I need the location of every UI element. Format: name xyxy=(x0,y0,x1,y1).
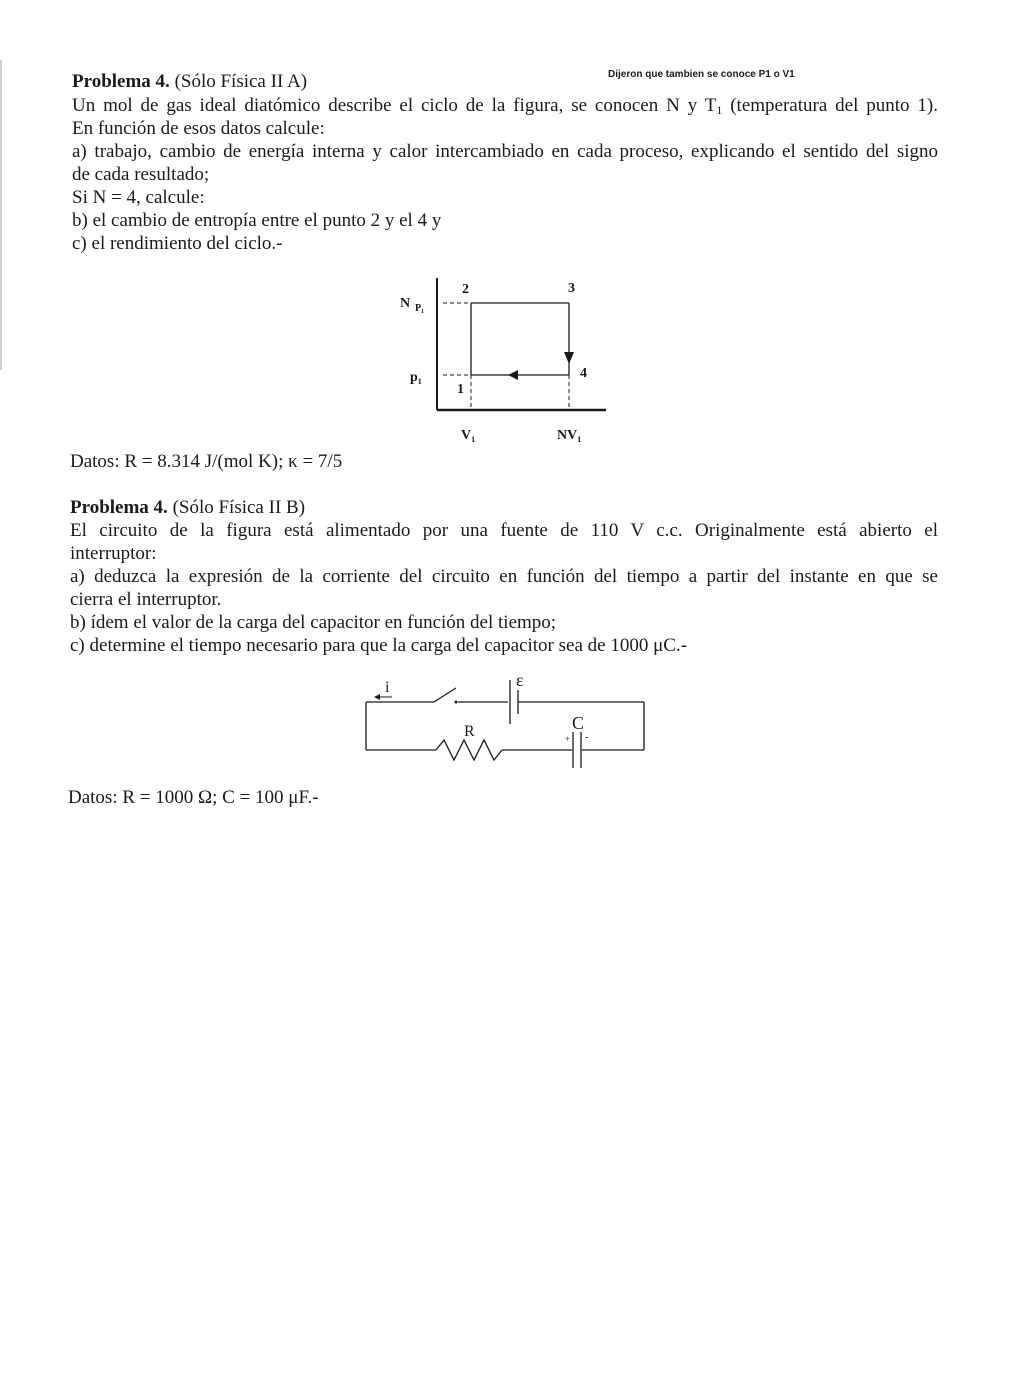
problem-a-line-2: En función de esos datos calcule: xyxy=(72,118,325,139)
arrow-down-icon xyxy=(564,352,574,364)
problem-b-line-1: El circuito de la figura está alimentado por una fuente de 110 V c.c. Originalmente está abierto el xyxy=(70,520,938,541)
problem-b-heading xyxy=(70,496,305,519)
problem-b-line-5: b) ídem el valor de la carga del capacitor en función del tiempo; xyxy=(70,612,557,633)
point-1: 1 xyxy=(457,382,464,397)
problem-a-line-6: b) el cambio de entropía entre el punto 2 y el 4 y xyxy=(72,210,442,231)
switch-contact xyxy=(455,701,458,704)
problem-a-line-4: de cada resultado; xyxy=(72,164,210,185)
problem-b-subtitle: (Sólo Física II B) xyxy=(172,497,306,518)
label-r: R xyxy=(464,723,475,740)
current-arrow-icon xyxy=(374,694,380,700)
label-plus: + xyxy=(565,734,571,744)
problem-a-line-7: c) el rendimiento del ciclo.- xyxy=(72,233,283,254)
handwritten-note: Dijeron que tambien se conoce P1 o V1 xyxy=(608,69,795,80)
label-np1: N xyxy=(400,296,411,311)
problem-a-line-5: Si N = 4, calcule: xyxy=(72,187,205,208)
arrow-left-icon xyxy=(508,370,518,380)
label-minus: - xyxy=(585,732,589,743)
problem-a-datos: Datos: R = 8.314 J/(mol K); κ = 7/5 xyxy=(70,451,343,472)
label-p1: p₁ xyxy=(410,370,422,385)
label-np1-sub: P₁ xyxy=(415,303,425,314)
label-i: i xyxy=(385,679,390,696)
scan-edge xyxy=(0,60,2,370)
problem-a-subtitle: (Sólo Física II A) xyxy=(174,71,308,92)
point-3: 3 xyxy=(568,281,575,296)
problem-b-title: Problema 4. xyxy=(70,497,168,518)
problem-a-title: Problema 4. xyxy=(72,71,170,92)
label-c: C xyxy=(572,713,585,733)
problem-b-line-4: cierra el interruptor. xyxy=(70,589,222,610)
problem-b-line-2: interruptor: xyxy=(70,543,157,564)
problem-a-heading xyxy=(72,70,307,93)
point-2: 2 xyxy=(462,282,469,297)
label-emf: ε xyxy=(516,670,524,690)
pv-diagram xyxy=(390,270,620,450)
problem-a-line-3: a) trabajo, cambio de energía interna y calor intercambiado en cada proceso, explicando el sentido del signo xyxy=(72,141,938,162)
label-nv1: NV₁ xyxy=(557,428,582,443)
point-4: 4 xyxy=(580,366,587,381)
problem-b-datos: Datos: R = 1000 Ω; C = 100 μF.- xyxy=(68,787,319,808)
switch xyxy=(434,688,456,702)
problem-b-line-6: c) determine el tiempo necesario para que la carga del capacitor sea de 1000 μC.- xyxy=(70,635,688,656)
label-v1: V₁ xyxy=(461,428,476,443)
problem-b-line-3: a) deduzca la expresión de la corriente del circuito en función del tiempo a partir del instante en que se xyxy=(70,566,938,587)
problem-a-line-1: Un mol de gas ideal diatómico describe el ciclo de la figura, se conocen N y $T_1$ (temperatura del punto 1). xyxy=(72,95,938,117)
rc-circuit xyxy=(360,668,660,778)
resistor xyxy=(436,740,502,760)
